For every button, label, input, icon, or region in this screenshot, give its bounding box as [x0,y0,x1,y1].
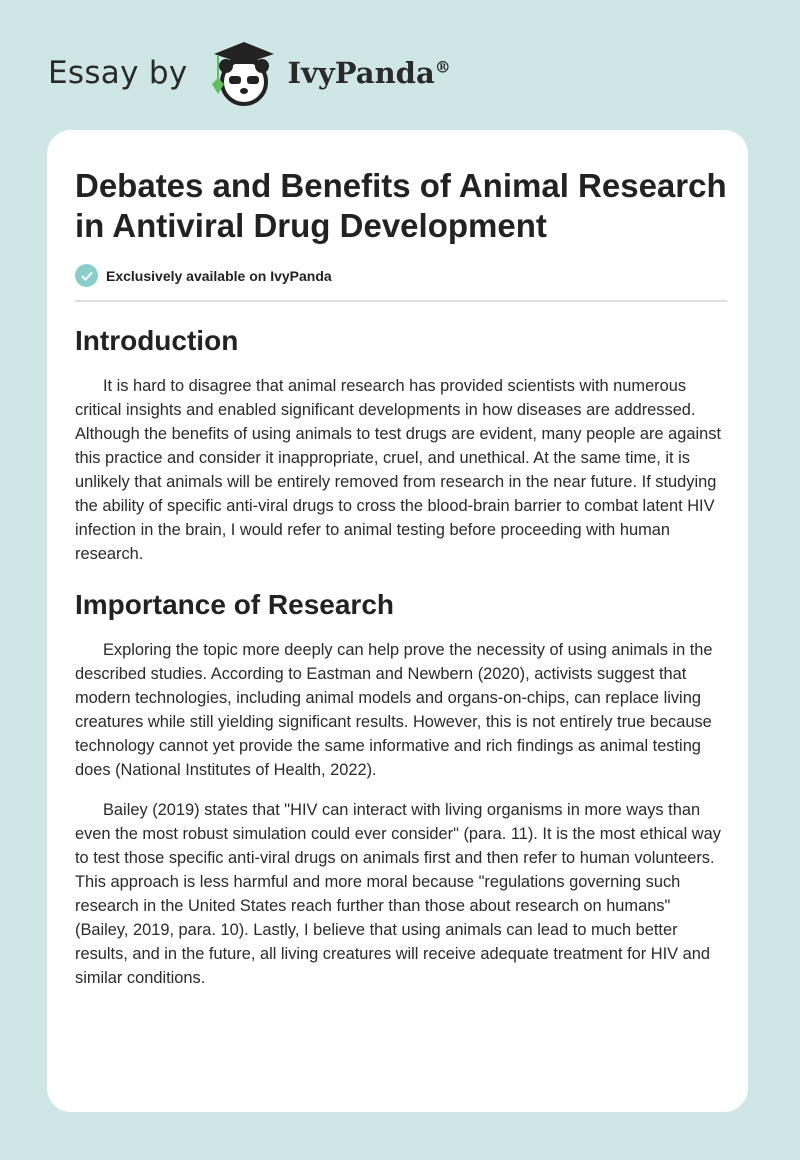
divider [75,300,727,302]
paragraph: It is hard to disagree that animal research has provided scientists with numerous critical insights and enabled significant developments in how diseases are addressed. Although the benefits of using animals to test drugs are evident, many people are against this practice and consider it inappropriate, cruel, and unethical. At the same time, it is unlikely that animals will be entirely removed from research in the near future. If studying the ability of specific anti-viral drugs to cross the blood-brain barrier to combat latent HIV infection in the brain, I would refer to animal testing before proceeding with human research. [75,377,722,563]
essay-card [47,130,748,1112]
section-heading: Introduction [75,325,239,356]
brand-name: IvyPanda® [287,56,451,90]
section-heading: Importance of Research [75,589,394,620]
panda-logo-icon [206,38,278,108]
check-icon [75,264,98,287]
paragraph: Bailey (2019) states that "HIV can interact with living organisms in more ways than even the most robust simulation could ever consider" (para. 11). It is the most ethical way to test those specific anti-viral drugs on animals first and then refer to human volunteers. This approach is less harmful and more moral because "regulations governing such research in the United States reach further than those about research on humans" (Bailey, 2019, para. 10). Lastly, I believe that using animals can lead to much better results, and in the future, all living creatures will receive adequate treatment for HIV and similar conditions. [75,801,721,987]
paragraph: Exploring the topic more deeply can help prove the necessity of using animals in the described studies. According to Eastman and Newbern (2020), activists suggest that modern technologies, including animal models and organs-on-chips, can replace living creatures while still yielding significant results. However, this is not entirely true because technology cannot yet provide the same informative and rich findings as animal testing does (National Institutes of Health, 2022). [75,641,713,779]
brand-header [48,38,451,108]
brand-prefix: Essay by [48,55,188,91]
exclusive-label: Exclusively available on IvyPanda [106,267,332,284]
page-title: Debates and Benefits of Animal Research in Antiviral Drug Development [75,167,727,244]
exclusive-badge [75,264,727,287]
